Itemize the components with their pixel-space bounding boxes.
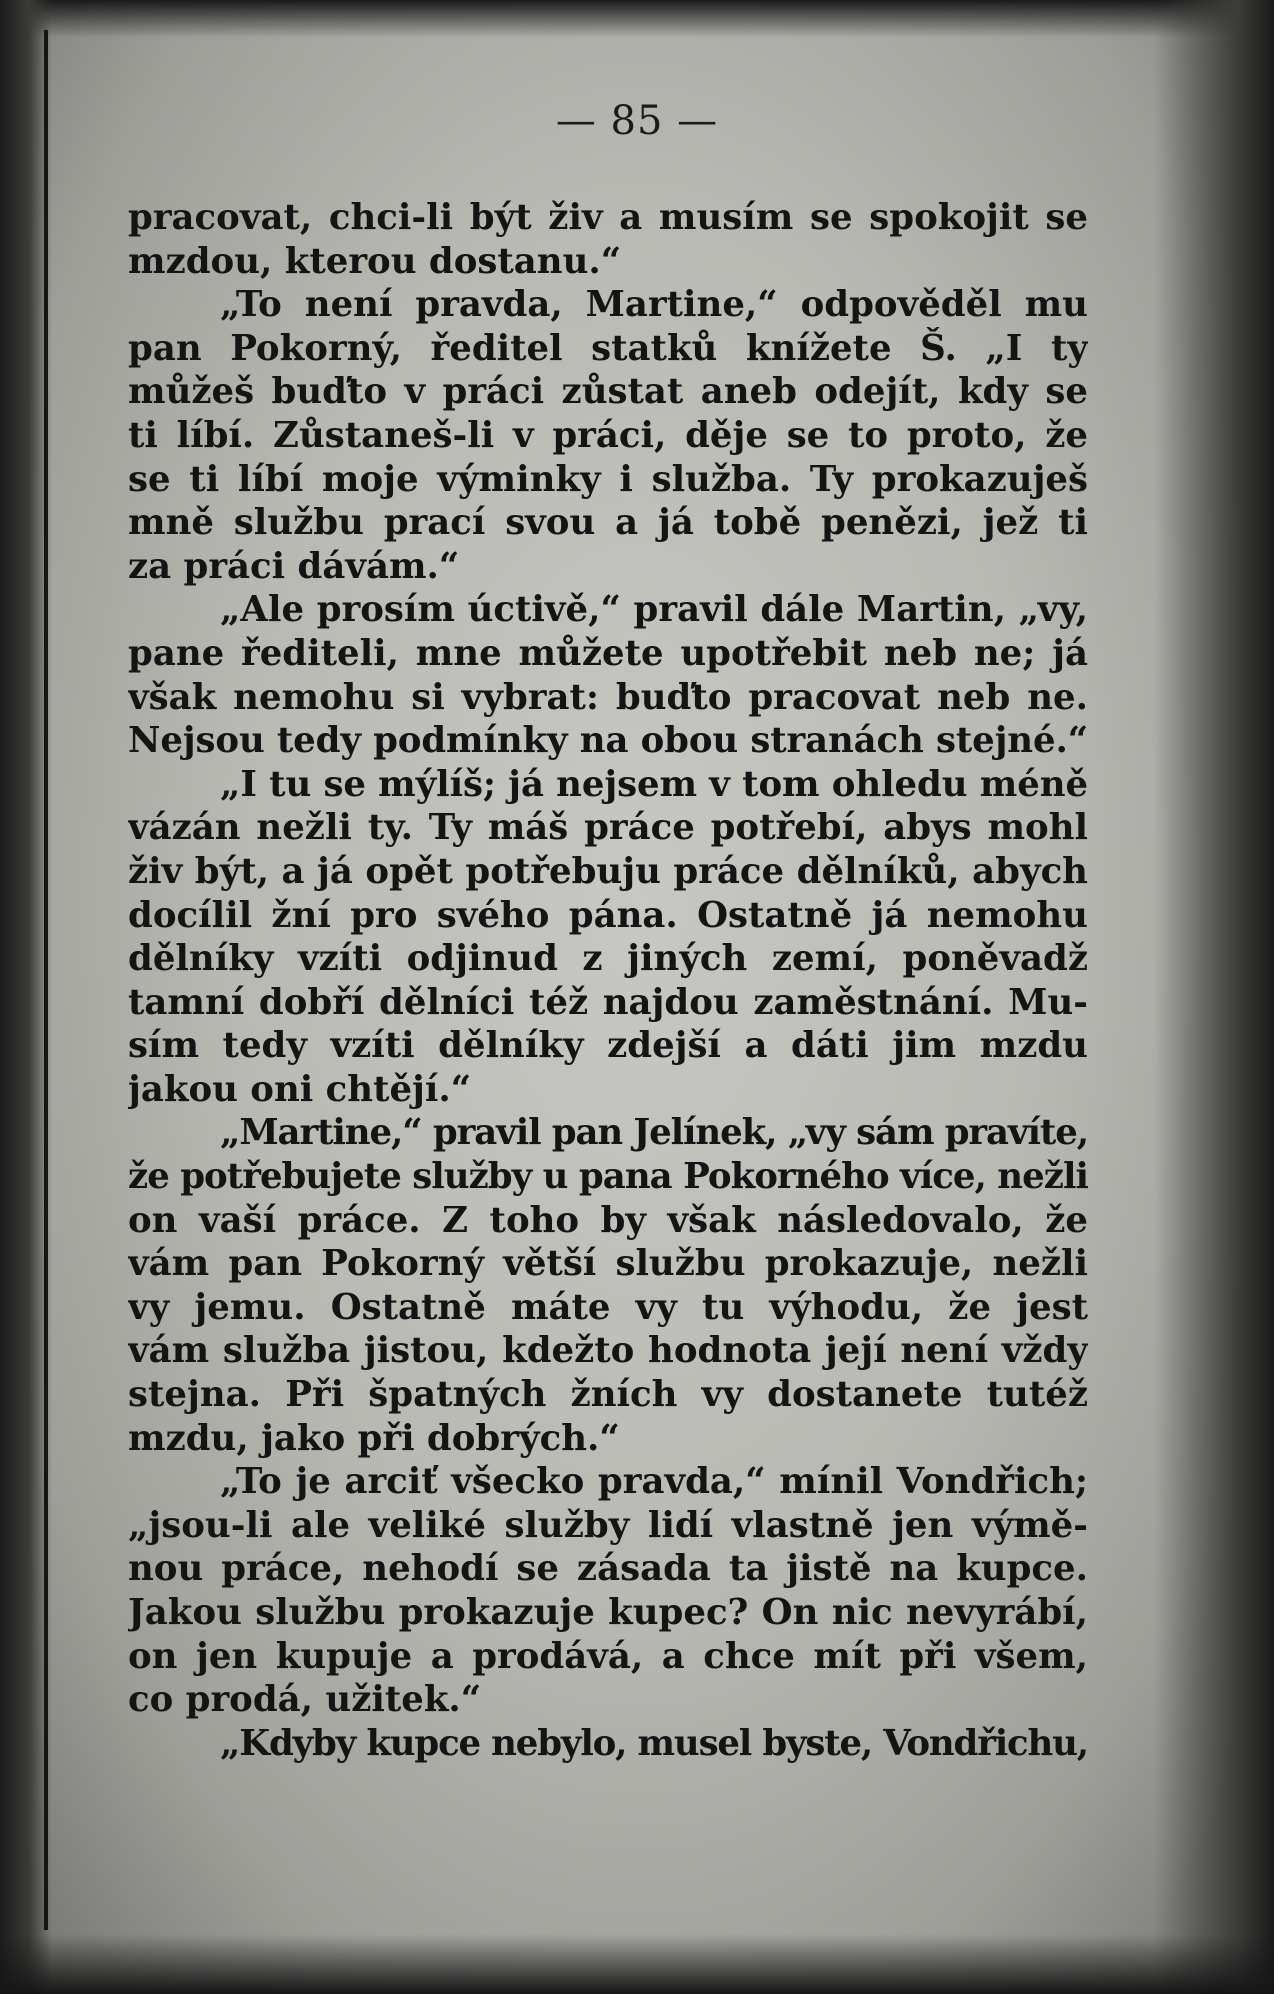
text-line: mzdou, kterou dostanu.“ bbox=[128, 240, 622, 282]
text-line: „Ale prosím úctivě,“ pravil dále Martin, „vy, bbox=[220, 589, 1088, 631]
text-line: vám pan Pokorný větší službu prokazuje, nežli bbox=[128, 1243, 1088, 1285]
book-spine-line bbox=[44, 30, 48, 1930]
text-line: vám služba jistou, kdežto hodnota její není vždy bbox=[128, 1330, 1088, 1372]
page-top-shadow bbox=[0, 0, 1274, 38]
text-line: „I tu se mýlíš; já nejsem v tom ohledu méně bbox=[220, 763, 1088, 805]
text-line: můžeš buďto v práci zůstat aneb odejít, kdy se bbox=[128, 371, 1088, 413]
text-line: jakou oni chtějí.“ bbox=[128, 1068, 472, 1110]
page-number: — 85 — bbox=[555, 98, 719, 144]
text-line: dělníky vzíti odjinud z jiných zemí, poněvadž bbox=[128, 938, 1088, 980]
text-line: pracovat, chci-li být živ a musím se spokojit se bbox=[128, 197, 1088, 238]
text-line: za práci dávám.“ bbox=[128, 545, 460, 587]
text-line: pane řediteli, mne můžete upotřebit neb ne; já bbox=[128, 632, 1088, 674]
body-text bbox=[128, 196, 1088, 1765]
text-line: „To je arciť všecko pravda,“ mínil Vondřich; bbox=[220, 1461, 1088, 1503]
text-line: však nemohu si vybrat: buďto pracovat neb ne. bbox=[128, 676, 1088, 718]
text-line: co prodá, užitek.“ bbox=[128, 1679, 482, 1721]
text-line: mzdu, jako při dobrých.“ bbox=[128, 1417, 620, 1459]
text-line: stejna. Při špatných žních vy dostanete tutéž bbox=[128, 1374, 1088, 1416]
text-line: se ti líbí moje výminky i služba. Ty prokazuješ bbox=[128, 458, 1088, 500]
text-line: Nejsou tedy podmínky na obou stranách stejné.“ bbox=[128, 720, 1088, 762]
text-line: Jakou službu prokazuje kupec? On nic nevyrábí, bbox=[128, 1592, 1088, 1633]
text-line: ti líbí. Zůstaneš-li v práci, děje se to proto, že bbox=[128, 414, 1088, 456]
text-line: „jsou-li ale veliké služby lidí vlastně jen výmě- bbox=[128, 1504, 1088, 1546]
text-line: nou práce, nehodí se zásada ta jistě na kupce. bbox=[128, 1548, 1088, 1590]
page-bottom-shadow bbox=[0, 1934, 1274, 1994]
text-line: tamní dobří dělníci též najdou zaměstnání. Mu- bbox=[128, 981, 1088, 1023]
text-line: sím tedy vzíti dělníky zdejší a dáti jim mzdu bbox=[128, 1025, 1088, 1067]
text-line: „Martine,“ pravil pan Jelínek, „vy sám pravíte, bbox=[220, 1112, 1088, 1154]
text-line: „Kdyby kupce nebylo, musel byste, Vondřichu, bbox=[220, 1722, 1088, 1764]
text-line: on vaší práce. Z toho by však následovalo, že bbox=[128, 1199, 1088, 1241]
page-right-shadow bbox=[1154, 0, 1274, 1994]
text-line: živ být, a já opět potřebuju práce dělníků, abych bbox=[128, 850, 1088, 892]
text-line: vy jemu. Ostatně máte vy tu výhodu, že jest bbox=[128, 1286, 1088, 1328]
text-line: docílil žní pro svého pána. Ostatně já nemohu bbox=[128, 894, 1088, 936]
text-line: on jen kupuje a prodává, a chce mít při všem, bbox=[128, 1635, 1088, 1677]
text-line: vázán nežli ty. Ty máš práce potřebí, abys mohl bbox=[128, 807, 1088, 849]
text-line: „To není pravda, Martine,“ odpověděl mu bbox=[220, 284, 1088, 326]
text-line: že potřebujete služby u pana Pokorného více, nežli bbox=[128, 1156, 1088, 1198]
text-line: pan Pokorný, ředitel statků knížete Š. „I ty bbox=[128, 327, 1088, 369]
text-line: mně službu prací svou a já tobě penězi, jež ti bbox=[128, 502, 1088, 544]
